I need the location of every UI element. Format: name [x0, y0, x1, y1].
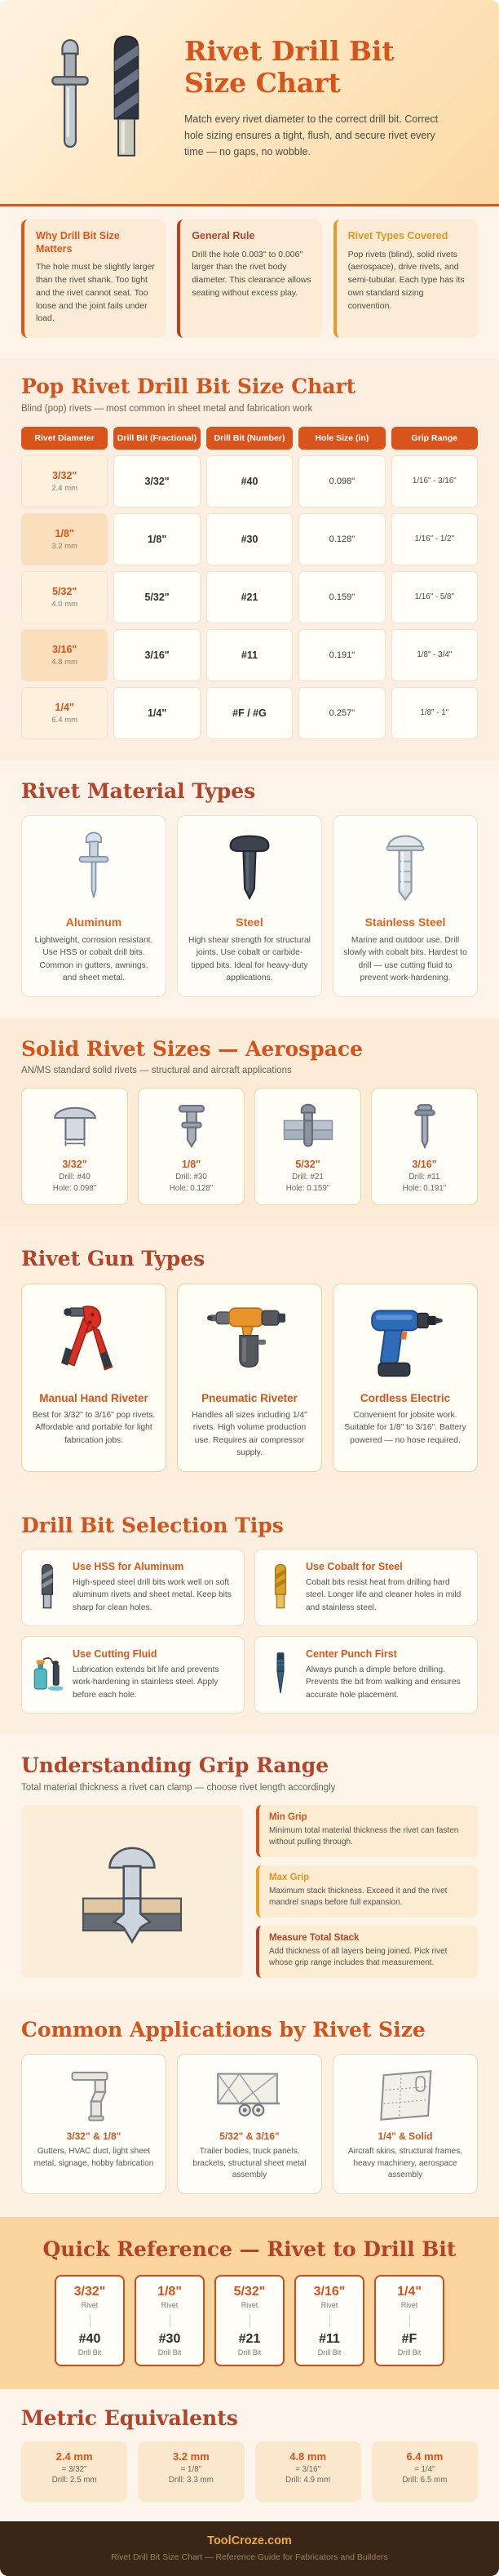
quickref-bit: #40: [78, 2332, 101, 2346]
app-card-medium-rivets: [177, 2054, 322, 2194]
center-punch-icon: [265, 1648, 296, 1701]
section-title: Understanding Grip Range: [21, 1754, 329, 1777]
divider: [90, 2314, 91, 2327]
aero-drill: Drill: #30: [175, 1173, 207, 1182]
table-cell: #21: [206, 571, 293, 623]
table-cell: 1/4": [113, 687, 200, 739]
table-cell: 1/8" - 3/4": [391, 629, 478, 681]
quickref-card: [294, 2275, 364, 2366]
table-cell-diameter: 1/8" 3.2 mm: [21, 513, 108, 565]
grip-item-body: Minimum total material thickness the rivet can fasten without pulling through.: [269, 1825, 459, 1847]
hero-section: [0, 0, 499, 206]
tip-body: Lubrication extends bit life and prevents work-hardening in stainless steel. Apply before each hole.: [73, 1665, 219, 1700]
pop-rivet-chart-section: [0, 357, 499, 760]
table-cell-diameter: 3/16" 4.8 mm: [21, 629, 108, 681]
tip-card-cutting-fluid: [21, 1636, 245, 1714]
table-cell: 0.159": [298, 571, 385, 623]
quickref-rivet-label: Rivet: [400, 2301, 418, 2309]
long-shank-rivet-icon: [377, 1100, 472, 1152]
app-card-small-rivets: [21, 2054, 166, 2194]
trailer-icon: [186, 2066, 313, 2125]
aero-hole: Hole: 0.128": [169, 1184, 214, 1194]
manual-riveter-icon: [30, 1297, 157, 1386]
divider: [329, 2314, 330, 2327]
quickref-bit: #F: [401, 2332, 417, 2346]
app-body: Gutters, HVAC duct, light sheet metal, signage, hobby fabrication: [33, 2147, 154, 2168]
metric-eq: = 1/4": [414, 2464, 435, 2474]
brand-link[interactable]: ToolCroze.com: [207, 2534, 292, 2547]
hero-illustrations: [49, 32, 147, 165]
gun-card-cordless: [333, 1284, 478, 1472]
section-title: Quick Reference — Rivet to Drill Bit: [42, 2237, 457, 2261]
column-header: Hole Size (in): [298, 427, 385, 450]
quickref-bit-label: Drill Bit: [317, 2348, 342, 2357]
gun-body: Handles all sizes including 1/4" rivets. High volume production use. Requires air compressor supply.: [192, 1410, 307, 1458]
section-title: Rivet Material Types: [21, 778, 256, 803]
quickref-card: [55, 2275, 125, 2366]
rivet-through-plates-icon: [260, 1100, 355, 1152]
column-header: Drill Bit (Number): [206, 427, 293, 450]
table-cell: 1/16" - 1/2": [391, 513, 478, 565]
flat-head-rivet-icon: [144, 1100, 239, 1152]
table-cell: 5/32": [113, 571, 200, 623]
aero-card: [254, 1088, 361, 1205]
material-name: Aluminum: [65, 916, 122, 929]
material-card-stainless: [333, 815, 478, 997]
universal-head-rivet-icon: [27, 1100, 122, 1152]
aero-drill: Drill: #21: [292, 1173, 324, 1182]
app-sizes: 5/32" & 3/16": [219, 2130, 280, 2142]
section-title: Common Applications by Rivet Size: [21, 2017, 426, 2042]
applications-section: [0, 1999, 499, 2217]
gun-card-manual: [21, 1284, 166, 1472]
aircraft-panel-icon: [342, 2066, 469, 2125]
table-cell: #F / #G: [206, 687, 293, 739]
material-name: Stainless Steel: [364, 916, 446, 929]
cobalt-drill-bit-icon: [265, 1561, 296, 1614]
pneumatic-riveter-icon: [186, 1297, 313, 1386]
aero-card: [21, 1088, 128, 1205]
table-cell: 1/16" - 3/16": [391, 455, 478, 508]
aero-hole: Hole: 0.159": [285, 1184, 330, 1194]
quickref-rivet-label: Rivet: [241, 2301, 258, 2309]
steel-rivet-icon: [188, 829, 311, 907]
metric-eq: = 3/32": [61, 2464, 87, 2474]
tip-card-cobalt: [254, 1549, 478, 1626]
section-title: Drill Bit Selection Tips: [21, 1513, 284, 1537]
quickref-bit-label: Drill Bit: [77, 2348, 102, 2357]
app-body: Trailer bodies, truck panels, brackets, structural sheet metal assembly: [192, 2147, 307, 2179]
page-subtitle: Match every rivet diameter to the correct drill bit. Correct hole sizing ensures a tight, flush, and secure rivet every time — no gaps, no wobble.: [184, 113, 439, 157]
table-cell: 3/32": [113, 455, 200, 508]
drill-bit-icon: [106, 32, 147, 165]
quickref-bit: #21: [238, 2332, 261, 2346]
gutter-downspout-icon: [30, 2066, 157, 2125]
metric-drill: Drill: 6.5 mm: [402, 2475, 448, 2485]
section-subtitle: Blind (pop) rivets — most common in sheet metal and fabrication work: [21, 403, 313, 414]
metric-card: [372, 2441, 478, 2502]
intro-card-general-rule: [177, 219, 321, 338]
grip-item-title: Measure Total Stack: [269, 1932, 360, 1943]
tip-body: High-speed steel drill bits work well on soft aluminum rivets and sheet metal. Keep bits sharp for clean holes.: [73, 1578, 232, 1612]
aero-size: 3/16": [412, 1159, 437, 1171]
material-body: Marine and outdoor use. Drill slowly with cobalt bits. Hardest to drill — use cutting fluid to prevent work-hardening.: [343, 936, 467, 983]
table-cell: 0.191": [298, 629, 385, 681]
app-card-large-rivets: [333, 2054, 478, 2194]
tips-section: [0, 1495, 499, 1736]
quickref-rivet-label: Rivet: [161, 2301, 179, 2309]
quick-reference-section: [0, 2217, 499, 2390]
metric-card: [21, 2441, 127, 2502]
metric-mm: 3.2 mm: [172, 2450, 210, 2463]
tip-card-hss: [21, 1549, 245, 1626]
table-cell: #11: [206, 629, 293, 681]
metric-mm: 2.4 mm: [55, 2450, 93, 2463]
metric-mm: 6.4 mm: [406, 2450, 444, 2463]
grip-range-section: [0, 1735, 499, 1999]
quickref-bit: #30: [158, 2332, 181, 2346]
table-cell: 1/16" - 5/8": [391, 571, 478, 623]
intro-card-body: Drill the hole 0.003" to 0.006" larger than the rivet body diameter. This clearance allows seating without excess play.: [192, 249, 311, 298]
app-sizes: 1/4" & Solid: [378, 2130, 433, 2142]
footer: [0, 2521, 499, 2576]
gun-name: Pneumatic Riveter: [201, 1391, 298, 1404]
table-cell: 1/8" - 1": [391, 687, 478, 739]
aero-hole: Hole: 0.191": [402, 1184, 447, 1194]
tip-body: Always punch a dimple before drilling. Prevents the bit from walking and ensures accurate hole placement.: [306, 1665, 461, 1700]
gun-body: Convenient for jobsite work. Suitable for 1/8" to 3/16". Battery powered — no hose required.: [344, 1410, 466, 1445]
quickref-bit: #11: [319, 2332, 340, 2346]
section-title: Rivet Gun Types: [21, 1247, 205, 1271]
footer-tagline: Rivet Drill Bit Size Chart — Reference Guide for Fabricators and Builders: [111, 2552, 388, 2562]
quickref-bit-label: Drill Bit: [397, 2348, 422, 2357]
table-cell-diameter: 5/32" 4.0 mm: [21, 571, 108, 623]
quickref-rivet-size: 3/32": [73, 2285, 106, 2299]
section-subtitle: Total material thickness a rivet can clamp — choose rivet length accordingly: [21, 1782, 336, 1793]
grip-item-measure-stack: [256, 1926, 478, 1978]
metric-card: [255, 2441, 361, 2502]
tip-title: Use Cutting Fluid: [73, 1648, 157, 1660]
size-chart-table: [21, 427, 478, 739]
metric-mm: 4.8 mm: [289, 2450, 327, 2463]
section-title: Metric Equivalents: [21, 2406, 238, 2430]
quickref-card: [135, 2275, 205, 2366]
rivet-icon: [49, 32, 91, 165]
column-header: Grip Range: [391, 427, 478, 450]
table-cell: #40: [206, 455, 293, 508]
tip-card-center-punch: [254, 1636, 478, 1714]
aero-size: 5/32": [295, 1159, 320, 1171]
column-header: Drill Bit (Fractional): [113, 427, 200, 450]
intro-card-title: Rivet Types Covered: [347, 230, 448, 242]
section-title: Pop Rivet Drill Bit Size Chart: [21, 375, 356, 398]
aero-drill: Drill: #40: [59, 1173, 91, 1182]
grip-item-title: Max Grip: [269, 1872, 310, 1882]
table-cell: #30: [206, 513, 293, 565]
quickref-rivet-size: 1/4": [397, 2285, 422, 2299]
app-body: Aircraft skins, structural frames, heavy machinery, aerospace assembly: [347, 2147, 463, 2179]
table-cell: 1/8": [113, 513, 200, 565]
intro-section: [0, 206, 499, 357]
quickref-bit-label: Drill Bit: [157, 2348, 182, 2357]
gun-body: Best for 3/32" to 3/16" pop rivets. Affordable and portable for light fabrication jobs.: [32, 1410, 156, 1445]
metric-drill: Drill: 3.3 mm: [168, 2475, 214, 2485]
page-title: Rivet Drill Bit Size Chart: [184, 35, 395, 99]
intro-card-body: The hole must be slightly larger than the rivet shank. Too tight and the rivet cannot seat. Too loose and the joint fails under load.: [36, 262, 155, 324]
tip-title: Use HSS for Aluminum: [73, 1561, 184, 1572]
grip-item-title: Min Grip: [269, 1811, 307, 1822]
grip-item-min-grip: [256, 1805, 478, 1857]
section-subtitle: AN/MS standard solid rivets — structural and aircraft applications: [21, 1066, 292, 1076]
aero-card: [138, 1088, 245, 1205]
grip-range-diagram: [21, 1805, 243, 1978]
material-card-steel: [177, 815, 322, 997]
material-card-aluminum: [21, 815, 166, 997]
tip-title: Use Cobalt for Steel: [306, 1561, 403, 1572]
table-cell-diameter: 3/32" 2.4 mm: [21, 455, 108, 508]
metric-drill: Drill: 4.9 mm: [285, 2475, 331, 2485]
tip-title: Center Punch First: [306, 1648, 397, 1660]
table-cell: 0.098": [298, 455, 385, 508]
table-cell: 3/16": [113, 629, 200, 681]
cordless-drill-icon: [342, 1297, 469, 1386]
grip-item-max-grip: [256, 1865, 478, 1918]
gun-name: Cordless Electric: [360, 1391, 451, 1404]
quickref-rivet-size: 5/32": [233, 2285, 266, 2299]
table-cell: 0.128": [298, 513, 385, 565]
hss-drill-bit-icon: [32, 1561, 63, 1614]
intro-card-title: Why Drill Bit Size Matters: [36, 230, 120, 255]
intro-card-title: General Rule: [192, 230, 255, 242]
intro-card-why-size-matters: [21, 219, 166, 338]
quickref-card: [374, 2275, 444, 2366]
section-title: Solid Rivet Sizes — Aerospace: [21, 1036, 364, 1061]
metric-section: [0, 2389, 499, 2521]
material-body: High shear strength for structural joints. Use cobalt or carbide-tipped bits. Ideal for heavy-duty applications.: [188, 936, 311, 983]
table-cell-diameter: 1/4" 6.4 mm: [21, 687, 108, 739]
stainless-rivet-icon: [343, 829, 467, 907]
materials-section: [0, 760, 499, 1018]
metric-drill: Drill: 2.5 mm: [51, 2475, 97, 2485]
divider: [409, 2314, 410, 2327]
aero-size: 3/32": [62, 1159, 87, 1171]
column-header: Rivet Diameter: [21, 427, 108, 450]
intro-card-rivet-types: [333, 219, 478, 338]
table-cell: 0.257": [298, 687, 385, 739]
metric-eq: = 1/8": [180, 2464, 202, 2474]
app-sizes: 3/32" & 1/8": [66, 2130, 121, 2142]
quickref-rivet-size: 3/16": [313, 2285, 346, 2299]
grip-item-body: Maximum stack thickness. Exceed it and the rivet mandrel snaps before full expansion.: [269, 1886, 448, 1907]
material-body: Lightweight, corrosion resistant. Use HSS or cobalt drill bits. Common in gutters, awnings, and sheet metal.: [34, 936, 153, 983]
cutting-fluid-icon: [32, 1648, 63, 1701]
quickref-rivet-label: Rivet: [81, 2301, 99, 2309]
material-name: Steel: [236, 916, 263, 929]
aero-size: 1/8": [181, 1159, 201, 1171]
quickref-rivet-label: Rivet: [320, 2301, 338, 2309]
quickref-rivet-size: 1/8": [157, 2285, 182, 2299]
grip-item-body: Add thickness of all layers being joined. Pick rivet whose grip range includes that measurement.: [269, 1946, 448, 1967]
quickref-card: [214, 2275, 285, 2366]
aero-drill: Drill: #11: [408, 1173, 440, 1182]
aero-card: [371, 1088, 478, 1205]
quickref-bit-label: Drill Bit: [237, 2348, 262, 2357]
gun-card-pneumatic: [177, 1284, 322, 1472]
gun-name: Manual Hand Riveter: [39, 1391, 148, 1404]
metric-card: [138, 2441, 244, 2502]
metric-eq: = 3/16": [295, 2464, 321, 2474]
intro-card-body: Pop rivets (blind), solid rivets (aerospace), drive rivets, and semi-tubular. Each type has its own standard sizing convention.: [347, 249, 465, 311]
aero-hole: Hole: 0.098": [52, 1184, 97, 1194]
tip-body: Cobalt bits resist heat from drilling hard steel. Longer life and cleaner holes in mild and stainless steel.: [306, 1578, 461, 1612]
aluminum-rivet-icon: [32, 829, 156, 907]
aerospace-section: [0, 1018, 499, 1227]
gun-types-section: [0, 1226, 499, 1494]
